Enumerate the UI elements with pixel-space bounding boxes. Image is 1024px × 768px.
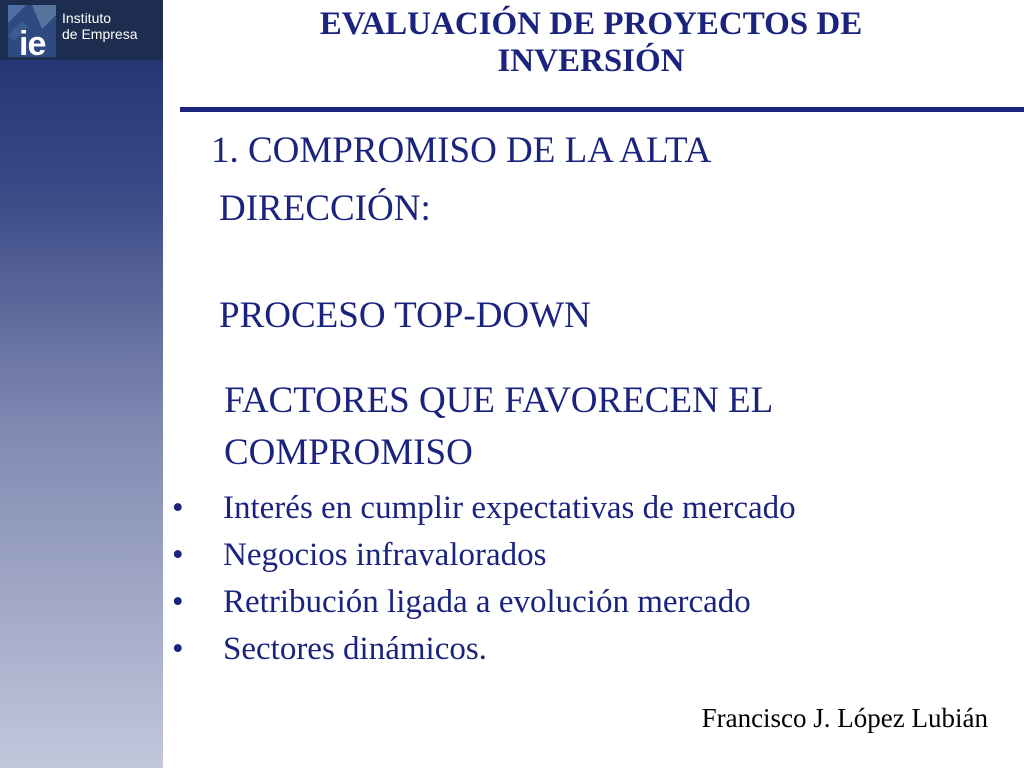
sidebar-gradient xyxy=(0,0,163,768)
list-item xyxy=(172,579,796,626)
logo-ie-text: ie xyxy=(19,25,46,57)
logo-line-1: Instituto xyxy=(62,10,112,26)
process-heading: PROCESO TOP-DOWN xyxy=(219,295,591,336)
bullet-icon: • xyxy=(172,490,184,526)
bullet-icon: • xyxy=(172,537,184,573)
factors-heading-line-1: FACTORES QUE FAVORECEN EL xyxy=(224,380,774,421)
list-item-text: Negocios infravalorados xyxy=(223,537,547,573)
title-divider xyxy=(180,107,1024,112)
title-line-2: INVERSIÓN xyxy=(497,43,685,79)
section-heading-line-2: DIRECCIÓN: xyxy=(219,188,431,229)
list-item-text: Interés en cumplir expectativas de mercado xyxy=(223,490,796,526)
section-heading-line-1: 1. COMPROMISO DE LA ALTA xyxy=(211,130,712,171)
list-item xyxy=(172,626,796,673)
factors-heading-line-2: COMPROMISO xyxy=(224,432,473,473)
author-credit: Francisco J. López Lubián xyxy=(701,703,988,733)
bullet-icon: • xyxy=(172,584,184,620)
list-item xyxy=(172,532,796,579)
list-item-text: Sectores dinámicos. xyxy=(223,631,487,667)
list-item xyxy=(172,485,796,532)
logo-line-2: de Empresa xyxy=(62,26,138,42)
title-line-1: EVALUACIÓN DE PROYECTOS DE xyxy=(319,6,863,42)
slide-title xyxy=(170,6,1012,80)
list-item-text: Retribución ligada a evolución mercado xyxy=(223,584,751,620)
institution-logo xyxy=(0,0,163,60)
bullet-icon: • xyxy=(172,631,184,667)
factors-list xyxy=(172,485,796,673)
logo-mark-icon xyxy=(8,5,56,57)
